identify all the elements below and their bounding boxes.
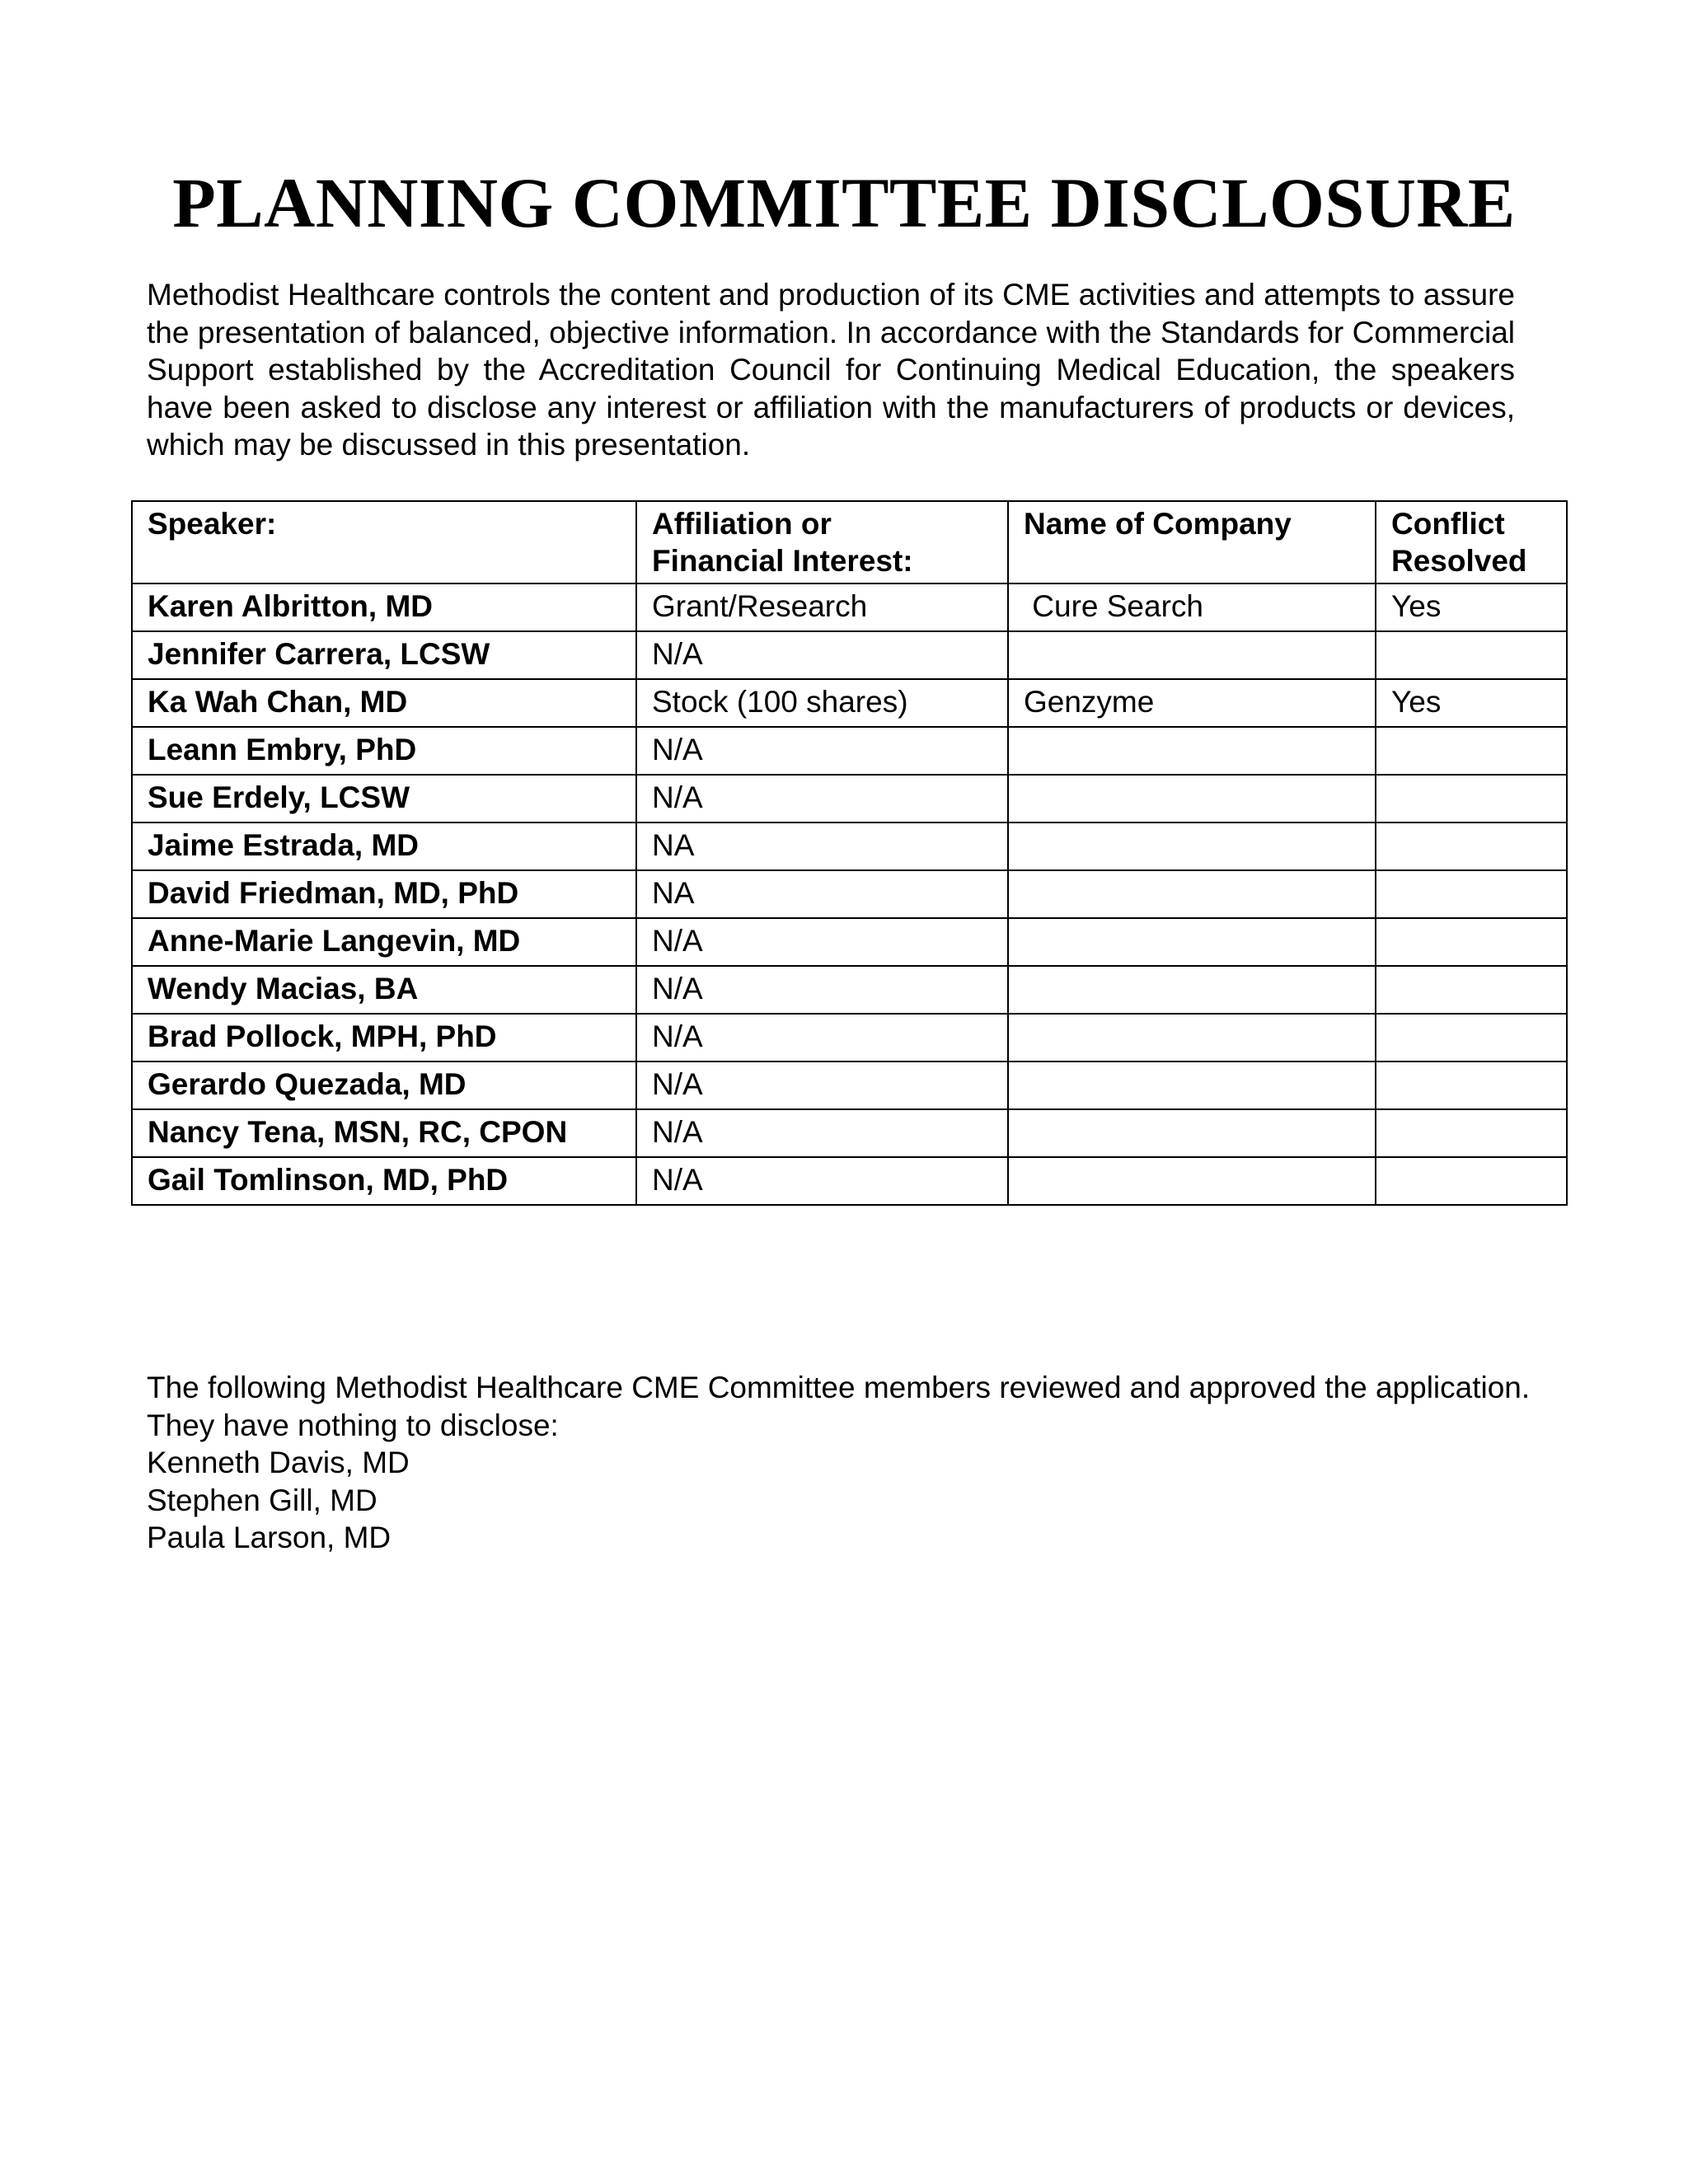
company-cell — [1008, 631, 1376, 679]
company-cell: Cure Search — [1008, 583, 1376, 631]
reviewer-name: Paula Larson, MD — [147, 1521, 392, 1554]
speaker-name: Jaime Estrada, MD — [132, 823, 636, 870]
table-row — [132, 727, 1567, 775]
resolved-cell: Yes — [1376, 583, 1567, 631]
header-conflict-line1: Conflict — [1391, 507, 1505, 541]
resolved-cell — [1376, 631, 1567, 679]
affiliation-cell: N/A — [636, 1062, 1008, 1109]
company-cell — [1008, 966, 1376, 1014]
reviewer-name: Kenneth Davis, MD — [147, 1446, 410, 1479]
affiliation-cell: N/A — [636, 1109, 1008, 1157]
resolved-cell — [1376, 1062, 1567, 1109]
affiliation-cell: N/A — [636, 1157, 1008, 1205]
resolved-cell — [1376, 1109, 1567, 1157]
affiliation-cell: N/A — [636, 966, 1008, 1014]
resolved-cell — [1376, 918, 1567, 966]
speaker-name: Nancy Tena, MSN, RC, CPON — [132, 1109, 636, 1157]
speaker-name: Brad Pollock, MPH, PhD — [132, 1014, 636, 1062]
company-cell: Genzyme — [1008, 679, 1376, 727]
committee-review-note — [147, 1369, 1548, 1557]
company-cell — [1008, 775, 1376, 823]
affiliation-cell: N/A — [636, 775, 1008, 823]
table-row — [132, 823, 1567, 870]
affiliation-cell: N/A — [636, 727, 1008, 775]
affiliation-cell: N/A — [636, 1014, 1008, 1062]
resolved-cell — [1376, 1014, 1567, 1062]
company-cell — [1008, 1157, 1376, 1205]
company-cell — [1008, 918, 1376, 966]
resolved-cell — [1376, 1157, 1567, 1205]
header-affiliation — [636, 501, 1008, 583]
page-title: PLANNING COMMITTEE DISCLOSURE — [172, 163, 1516, 242]
disclosure-table — [131, 500, 1568, 1206]
table-row — [132, 918, 1567, 966]
table-row — [132, 679, 1567, 727]
affiliation-cell: Stock (100 shares) — [636, 679, 1008, 727]
header-company: Name of Company — [1008, 501, 1376, 583]
table-row — [132, 966, 1567, 1014]
table-row — [132, 870, 1567, 918]
table-row — [132, 1014, 1567, 1062]
header-conflict-resolved — [1376, 501, 1567, 583]
intro-paragraph: Methodist Healthcare controls the content and production of its CME activities and attempts to assure the presentation of balanced, objective information. In accordance with the Standards for Commercial Support established by the Accreditation Council for Continuing Medical Education, the speakers have been asked to disclose any interest or affiliation with the manufacturers of products or devices, which may be discussed in this presentation. — [147, 278, 1515, 462]
table-row — [132, 1062, 1567, 1109]
table-row — [132, 583, 1567, 631]
speaker-name: Gail Tomlinson, MD, PhD — [132, 1157, 636, 1205]
resolved-cell — [1376, 727, 1567, 775]
speaker-name: Leann Embry, PhD — [132, 727, 636, 775]
resolved-cell — [1376, 823, 1567, 870]
company-cell — [1008, 1062, 1376, 1109]
table-header-row — [132, 501, 1567, 583]
speaker-name: Gerardo Quezada, MD — [132, 1062, 636, 1109]
header-conflict-line2: Resolved — [1391, 544, 1527, 578]
table-row — [132, 1157, 1567, 1205]
committee-statement: The following Methodist Healthcare CME Committee members reviewed and approved the application. They have nothing to disclose: — [147, 1371, 1531, 1442]
company-cell — [1008, 823, 1376, 870]
header-affiliation-line2: Financial Interest: — [652, 544, 913, 578]
speaker-name: Ka Wah Chan, MD — [132, 679, 636, 727]
resolved-cell — [1376, 870, 1567, 918]
table-row — [132, 1109, 1567, 1157]
company-cell — [1008, 727, 1376, 775]
table-row — [132, 631, 1567, 679]
affiliation-cell: NA — [636, 823, 1008, 870]
company-cell — [1008, 1014, 1376, 1062]
header-affiliation-line1: Affiliation or — [652, 507, 832, 541]
affiliation-cell: N/A — [636, 631, 1008, 679]
company-cell — [1008, 870, 1376, 918]
company-cell — [1008, 1109, 1376, 1157]
resolved-cell — [1376, 775, 1567, 823]
affiliation-cell: N/A — [636, 918, 1008, 966]
speaker-name: Wendy Macias, BA — [132, 966, 636, 1014]
speaker-name: Anne-Marie Langevin, MD — [132, 918, 636, 966]
affiliation-cell: NA — [636, 870, 1008, 918]
speaker-name: Karen Albritton, MD — [132, 583, 636, 631]
affiliation-cell: Grant/Research — [636, 583, 1008, 631]
resolved-cell — [1376, 966, 1567, 1014]
speaker-name: Sue Erdely, LCSW — [132, 775, 636, 823]
speaker-name: Jennifer Carrera, LCSW — [132, 631, 636, 679]
reviewer-name: Stephen Gill, MD — [147, 1483, 377, 1517]
table-row — [132, 775, 1567, 823]
header-speaker: Speaker: — [132, 501, 636, 583]
speaker-name: David Friedman, MD, PhD — [132, 870, 636, 918]
resolved-cell: Yes — [1376, 679, 1567, 727]
